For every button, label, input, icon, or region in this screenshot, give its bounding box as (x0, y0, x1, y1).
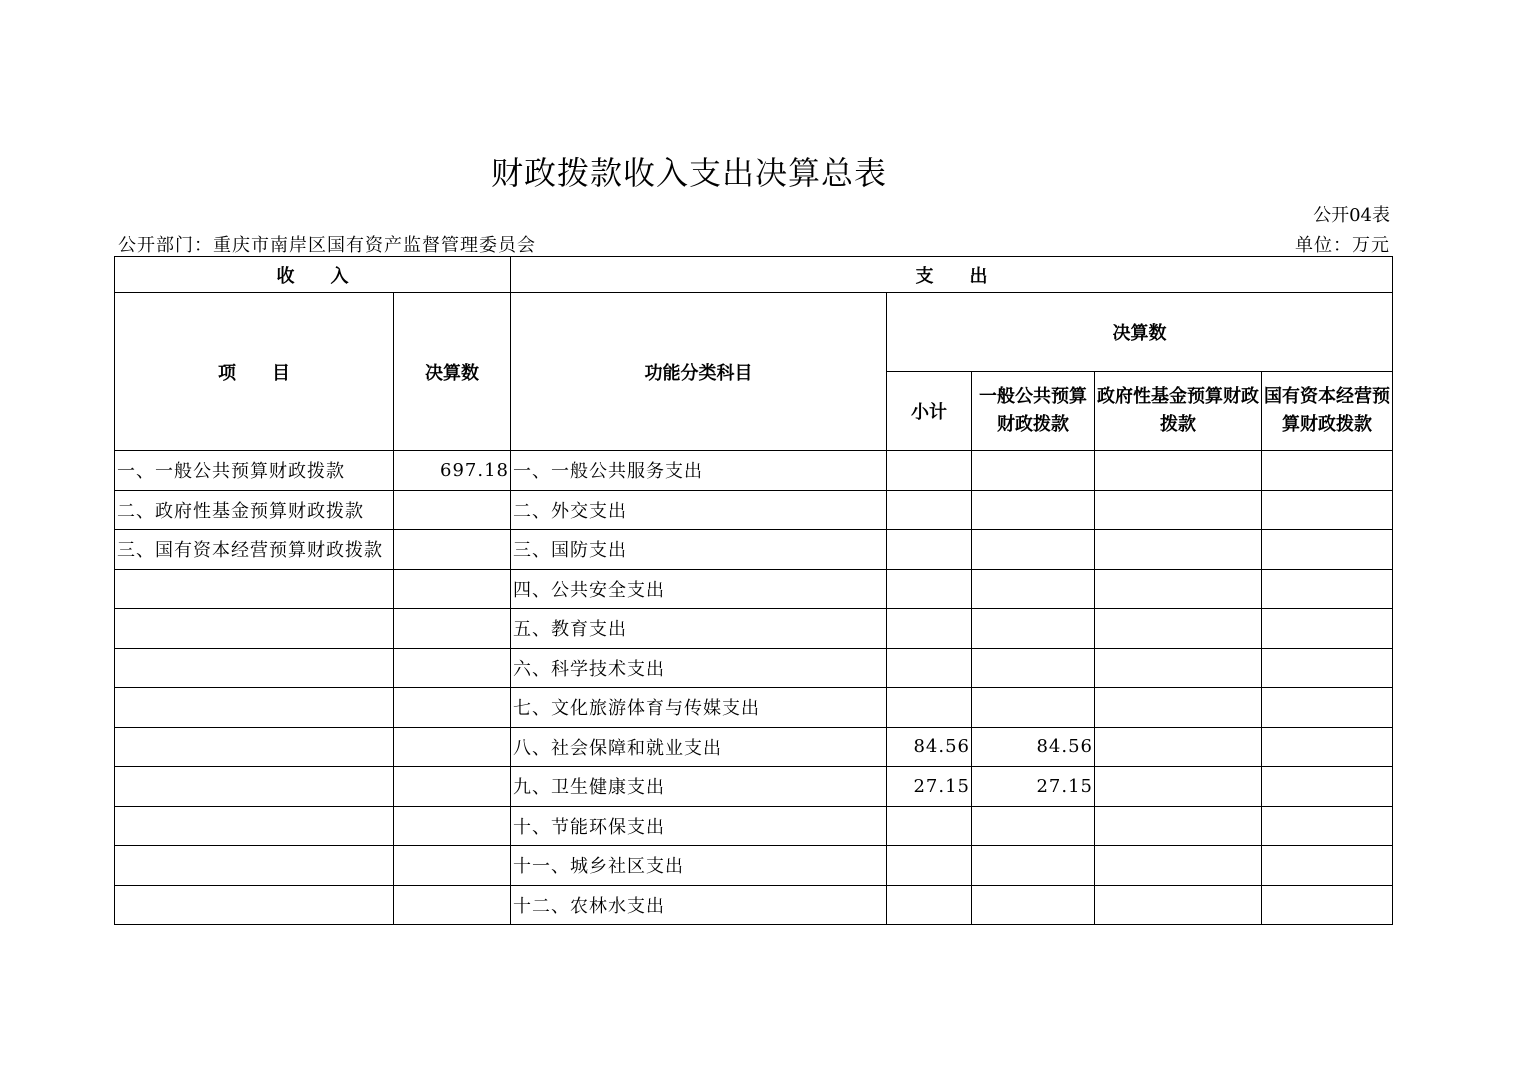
government-fund-budget-cell (1095, 885, 1262, 925)
state-capital-budget-cell (1262, 569, 1393, 609)
general-public-budget-cell (972, 490, 1095, 530)
state-capital-budget-cell (1262, 727, 1393, 767)
general-public-budget-column-header: 一般公共预算财政拨款 (972, 372, 1095, 451)
general-public-budget-cell: 27.15 (972, 767, 1095, 807)
state-capital-budget-cell (1262, 885, 1393, 925)
government-fund-budget-cell (1095, 609, 1262, 649)
functional-category-cell: 七、文化旅游体育与传媒支出 (511, 688, 887, 728)
state-capital-budget-cell (1262, 806, 1393, 846)
general-public-budget-cell (972, 846, 1095, 886)
income-amount-cell (394, 885, 511, 925)
income-item-cell (115, 609, 394, 649)
table-row (115, 490, 1393, 530)
government-fund-budget-cell (1095, 648, 1262, 688)
income-item-cell (115, 846, 394, 886)
income-item-cell (115, 688, 394, 728)
government-fund-budget-column-header: 政府性基金预算财政拨款 (1095, 372, 1262, 451)
income-item-cell (115, 569, 394, 609)
expenditure-section-header: 支 出 (511, 257, 1393, 293)
subtotal-cell: 27.15 (887, 767, 972, 807)
income-item-cell (115, 806, 394, 846)
functional-category-cell: 十、节能环保支出 (511, 806, 887, 846)
income-item-cell (115, 767, 394, 807)
state-capital-budget-column-header: 国有资本经营预算财政拨款 (1262, 372, 1393, 451)
table-row (115, 727, 1393, 767)
income-section-header: 收 入 (115, 257, 511, 293)
general-public-budget-cell (972, 530, 1095, 570)
subtotal-cell (887, 451, 972, 491)
table-row (115, 885, 1393, 925)
functional-category-cell: 五、教育支出 (511, 609, 887, 649)
table-row (115, 451, 1393, 491)
subtotal-cell (887, 688, 972, 728)
general-public-budget-cell (972, 885, 1095, 925)
functional-category-cell: 二、外交支出 (511, 490, 887, 530)
government-fund-budget-cell (1095, 569, 1262, 609)
state-capital-budget-cell (1262, 490, 1393, 530)
subtotal-cell (887, 490, 972, 530)
fiscal-appropriation-table (114, 256, 1393, 925)
income-amount-cell: 697.18 (394, 451, 511, 491)
table-row (115, 569, 1393, 609)
department-label: 公开部门：重庆市南岸区国有资产监督管理委员会 (118, 235, 536, 256)
subtotal-cell (887, 609, 972, 649)
income-amount-cell (394, 688, 511, 728)
general-public-budget-cell (972, 609, 1095, 649)
general-public-budget-cell (972, 648, 1095, 688)
income-item-cell (115, 885, 394, 925)
state-capital-budget-cell (1262, 648, 1393, 688)
subtotal-cell (887, 806, 972, 846)
income-amount-cell (394, 530, 511, 570)
functional-category-cell: 十二、农林水支出 (511, 885, 887, 925)
table-row (115, 648, 1393, 688)
income-item-cell (115, 727, 394, 767)
functional-category-cell: 四、公共安全支出 (511, 569, 887, 609)
state-capital-budget-cell (1262, 451, 1393, 491)
subtotal-column-header: 小计 (887, 372, 972, 451)
general-public-budget-cell (972, 806, 1095, 846)
functional-category-cell: 九、卫生健康支出 (511, 767, 887, 807)
form-code: 公开04表 (1313, 205, 1390, 226)
table-row (115, 806, 1393, 846)
functional-category-cell: 六、科学技术支出 (511, 648, 887, 688)
income-item-cell: 一、一般公共预算财政拨款 (115, 451, 394, 491)
income-amount-cell (394, 806, 511, 846)
subtotal-cell (887, 569, 972, 609)
state-capital-budget-cell (1262, 846, 1393, 886)
government-fund-budget-cell (1095, 727, 1262, 767)
functional-category-cell: 十一、城乡社区支出 (511, 846, 887, 886)
functional-category-cell: 三、国防支出 (511, 530, 887, 570)
subtotal-cell: 84.56 (887, 727, 972, 767)
functional-category-cell: 八、社会保障和就业支出 (511, 727, 887, 767)
income-amount-column-header: 决算数 (394, 293, 511, 451)
state-capital-budget-cell (1262, 767, 1393, 807)
subtotal-cell (887, 530, 972, 570)
table-row (115, 846, 1393, 886)
table-row (115, 530, 1393, 570)
income-item-cell: 三、国有资本经营预算财政拨款 (115, 530, 394, 570)
income-item-cell: 二、政府性基金预算财政拨款 (115, 490, 394, 530)
state-capital-budget-cell (1262, 688, 1393, 728)
general-public-budget-cell (972, 688, 1095, 728)
state-capital-budget-cell (1262, 609, 1393, 649)
subtotal-cell (887, 885, 972, 925)
table-row (115, 688, 1393, 728)
government-fund-budget-cell (1095, 451, 1262, 491)
table-row (115, 767, 1393, 807)
general-public-budget-cell (972, 569, 1095, 609)
general-public-budget-cell: 84.56 (972, 727, 1095, 767)
government-fund-budget-cell (1095, 688, 1262, 728)
table-row (115, 609, 1393, 649)
functional-category-cell: 一、一般公共服务支出 (511, 451, 887, 491)
unit-label: 单位：万元 (1295, 235, 1390, 256)
government-fund-budget-cell (1095, 530, 1262, 570)
item-column-header: 项 目 (115, 293, 394, 451)
subtotal-cell (887, 648, 972, 688)
functional-category-column-header: 功能分类科目 (511, 293, 887, 451)
subtotal-cell (887, 846, 972, 886)
document-title: 财政拨款收入支出决算总表 (490, 154, 887, 192)
government-fund-budget-cell (1095, 846, 1262, 886)
income-amount-cell (394, 727, 511, 767)
income-item-cell (115, 648, 394, 688)
income-amount-cell (394, 846, 511, 886)
income-amount-cell (394, 569, 511, 609)
final-amount-group-header: 决算数 (887, 293, 1393, 372)
income-amount-cell (394, 609, 511, 649)
income-amount-cell (394, 767, 511, 807)
income-amount-cell (394, 490, 511, 530)
government-fund-budget-cell (1095, 806, 1262, 846)
government-fund-budget-cell (1095, 490, 1262, 530)
government-fund-budget-cell (1095, 767, 1262, 807)
income-amount-cell (394, 648, 511, 688)
state-capital-budget-cell (1262, 530, 1393, 570)
general-public-budget-cell (972, 451, 1095, 491)
